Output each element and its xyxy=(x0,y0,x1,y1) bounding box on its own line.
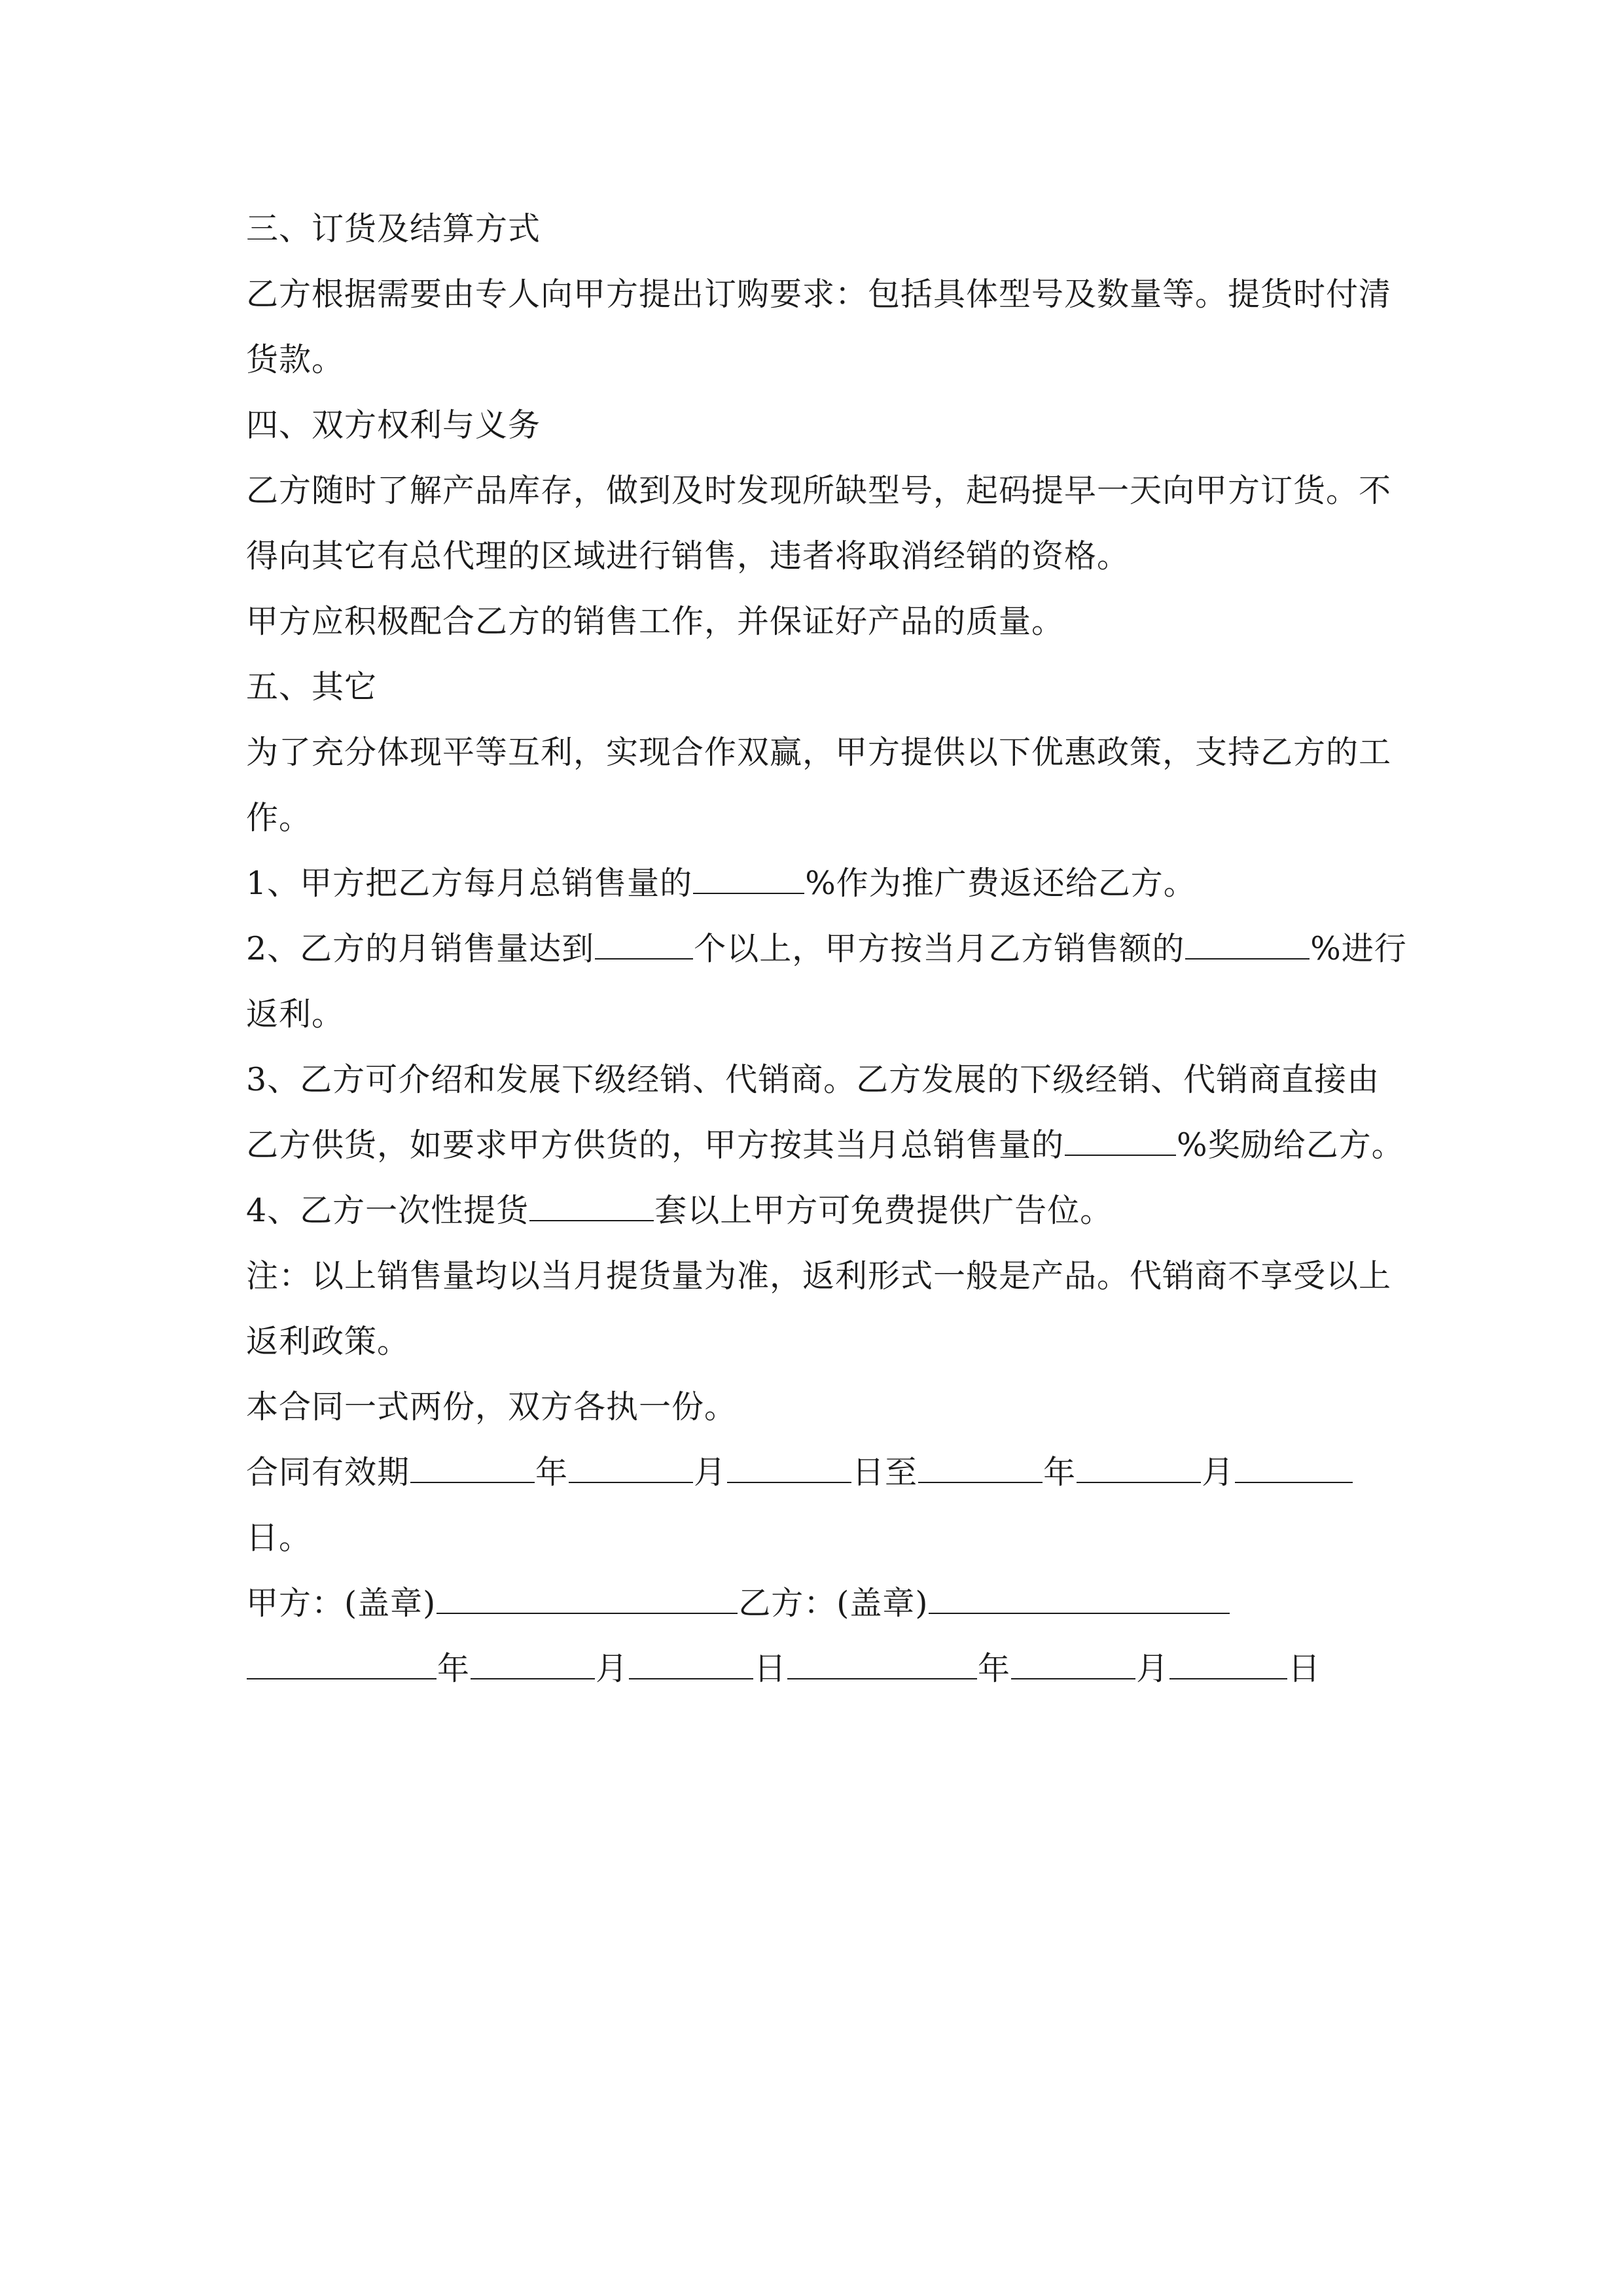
validity-end-month-blank[interactable] xyxy=(1077,1443,1201,1483)
party-b-seal-blank[interactable] xyxy=(929,1573,1230,1614)
party-b-year-blank[interactable] xyxy=(787,1639,977,1679)
validity-start-year-label: 年 xyxy=(535,1454,569,1491)
party-a-seal-blank[interactable] xyxy=(437,1573,738,1614)
item-4 xyxy=(246,1178,1398,1244)
item-3-line-1: 3、乙方可介绍和发展下级经销、代销商。乙方发展的下级经销、代销商直接由 xyxy=(246,1061,1380,1098)
copies-statement: 本合同一式两份，双方各执一份。 xyxy=(246,1388,738,1426)
party-b-month-blank[interactable] xyxy=(1011,1639,1135,1679)
party-b-day-label: 日 xyxy=(1288,1650,1321,1687)
item-2-text-c: %进行 xyxy=(1310,930,1407,967)
section-3-title: 三、订货及结算方式 xyxy=(246,210,541,247)
item-4-text-a: 4、乙方一次性提货 xyxy=(246,1192,529,1229)
section-4-paragraph-1-line-2: 得向其它有总代理的区域进行销售，违者将取消经销的资格。 xyxy=(246,537,1130,575)
party-b-month-label: 月 xyxy=(1136,1650,1169,1687)
party-a-label: 甲方：(盖章) xyxy=(246,1585,437,1622)
item-3-text-a: 乙方供货，如要求甲方供货的，甲方按其当月总销售量的 xyxy=(246,1126,1065,1164)
validity-start-year-blank[interactable] xyxy=(410,1443,535,1483)
item-4-blank[interactable] xyxy=(529,1181,654,1221)
item-2-text-a: 2、乙方的月销售量达到 xyxy=(246,930,595,967)
validity-start-day-label: 日至 xyxy=(852,1454,918,1491)
party-a-day-blank[interactable] xyxy=(629,1639,753,1679)
section-4-paragraph-1-line-1: 乙方随时了解产品库存，做到及时发现所缺型号，起码提早一天向甲方订货。不 xyxy=(246,472,1392,509)
signature-parties xyxy=(246,1571,1398,1636)
party-b-year-label: 年 xyxy=(978,1650,1011,1687)
party-b-label: 乙方：(盖章) xyxy=(738,1585,929,1622)
item-2 xyxy=(246,916,1407,982)
validity-end-day-blank[interactable] xyxy=(1235,1443,1353,1483)
section-4-title: 四、双方权利与义务 xyxy=(246,406,541,444)
item-1-text-a: 1、甲方把乙方每月总销售量的 xyxy=(246,865,693,902)
validity-start-day-blank[interactable] xyxy=(727,1443,851,1483)
party-a-month-blank[interactable] xyxy=(471,1639,595,1679)
validity-period xyxy=(246,1440,1398,1505)
validity-start-month-blank[interactable] xyxy=(569,1443,693,1483)
item-2-text-b: 个以上，甲方按当月乙方销售额的 xyxy=(694,930,1185,967)
party-b-day-blank[interactable] xyxy=(1169,1639,1287,1679)
item-2-blank-1[interactable] xyxy=(595,919,693,960)
section-3-paragraph-line-2: 货款。 xyxy=(246,341,345,378)
item-3-text-b: %奖励给乙方。 xyxy=(1177,1126,1404,1164)
item-3-line-2 xyxy=(246,1113,1404,1178)
item-2-blank-2[interactable] xyxy=(1185,919,1310,960)
item-1 xyxy=(246,851,1398,916)
party-a-year-blank[interactable] xyxy=(247,1639,437,1679)
signature-dates xyxy=(246,1636,1398,1702)
item-1-text-b: %作为推广费返还给乙方。 xyxy=(805,865,1196,902)
party-a-month-label: 月 xyxy=(596,1650,629,1687)
contract-page xyxy=(246,196,1407,1702)
party-a-day-label: 日 xyxy=(754,1650,787,1687)
item-3-blank[interactable] xyxy=(1065,1115,1176,1156)
validity-prefix: 合同有效期 xyxy=(246,1454,410,1491)
validity-end-year-blank[interactable] xyxy=(918,1443,1043,1483)
section-3-paragraph-line-1: 乙方根据需要由专人向甲方提出订购要求：包括具体型号及数量等。提货时付清 xyxy=(246,276,1392,313)
note-line-2: 返利政策。 xyxy=(246,1323,410,1360)
section-5-paragraph-line-2: 作。 xyxy=(246,799,312,836)
validity-start-month-label: 月 xyxy=(694,1454,727,1491)
section-5-paragraph-line-1: 为了充分体现平等互利，实现合作双赢，甲方提供以下优惠政策，支持乙方的工 xyxy=(246,734,1392,771)
validity-end-year-label: 年 xyxy=(1043,1454,1077,1491)
item-2-line-2: 返利。 xyxy=(246,996,345,1033)
section-5-title: 五、其它 xyxy=(246,668,378,706)
party-a-year-label: 年 xyxy=(437,1650,471,1687)
item-4-text-b: 套以上甲方可免费提供广告位。 xyxy=(654,1192,1113,1229)
note-line-1: 注：以上销售量均以当月提货量为准，返利形式一般是产品。代销商不享受以上 xyxy=(246,1257,1392,1295)
validity-end-month-label: 月 xyxy=(1202,1454,1235,1491)
validity-end-day-label: 日。 xyxy=(246,1519,312,1556)
item-1-blank[interactable] xyxy=(693,853,804,894)
section-4-paragraph-2: 甲方应积极配合乙方的销售工作，并保证好产品的质量。 xyxy=(246,603,1065,640)
